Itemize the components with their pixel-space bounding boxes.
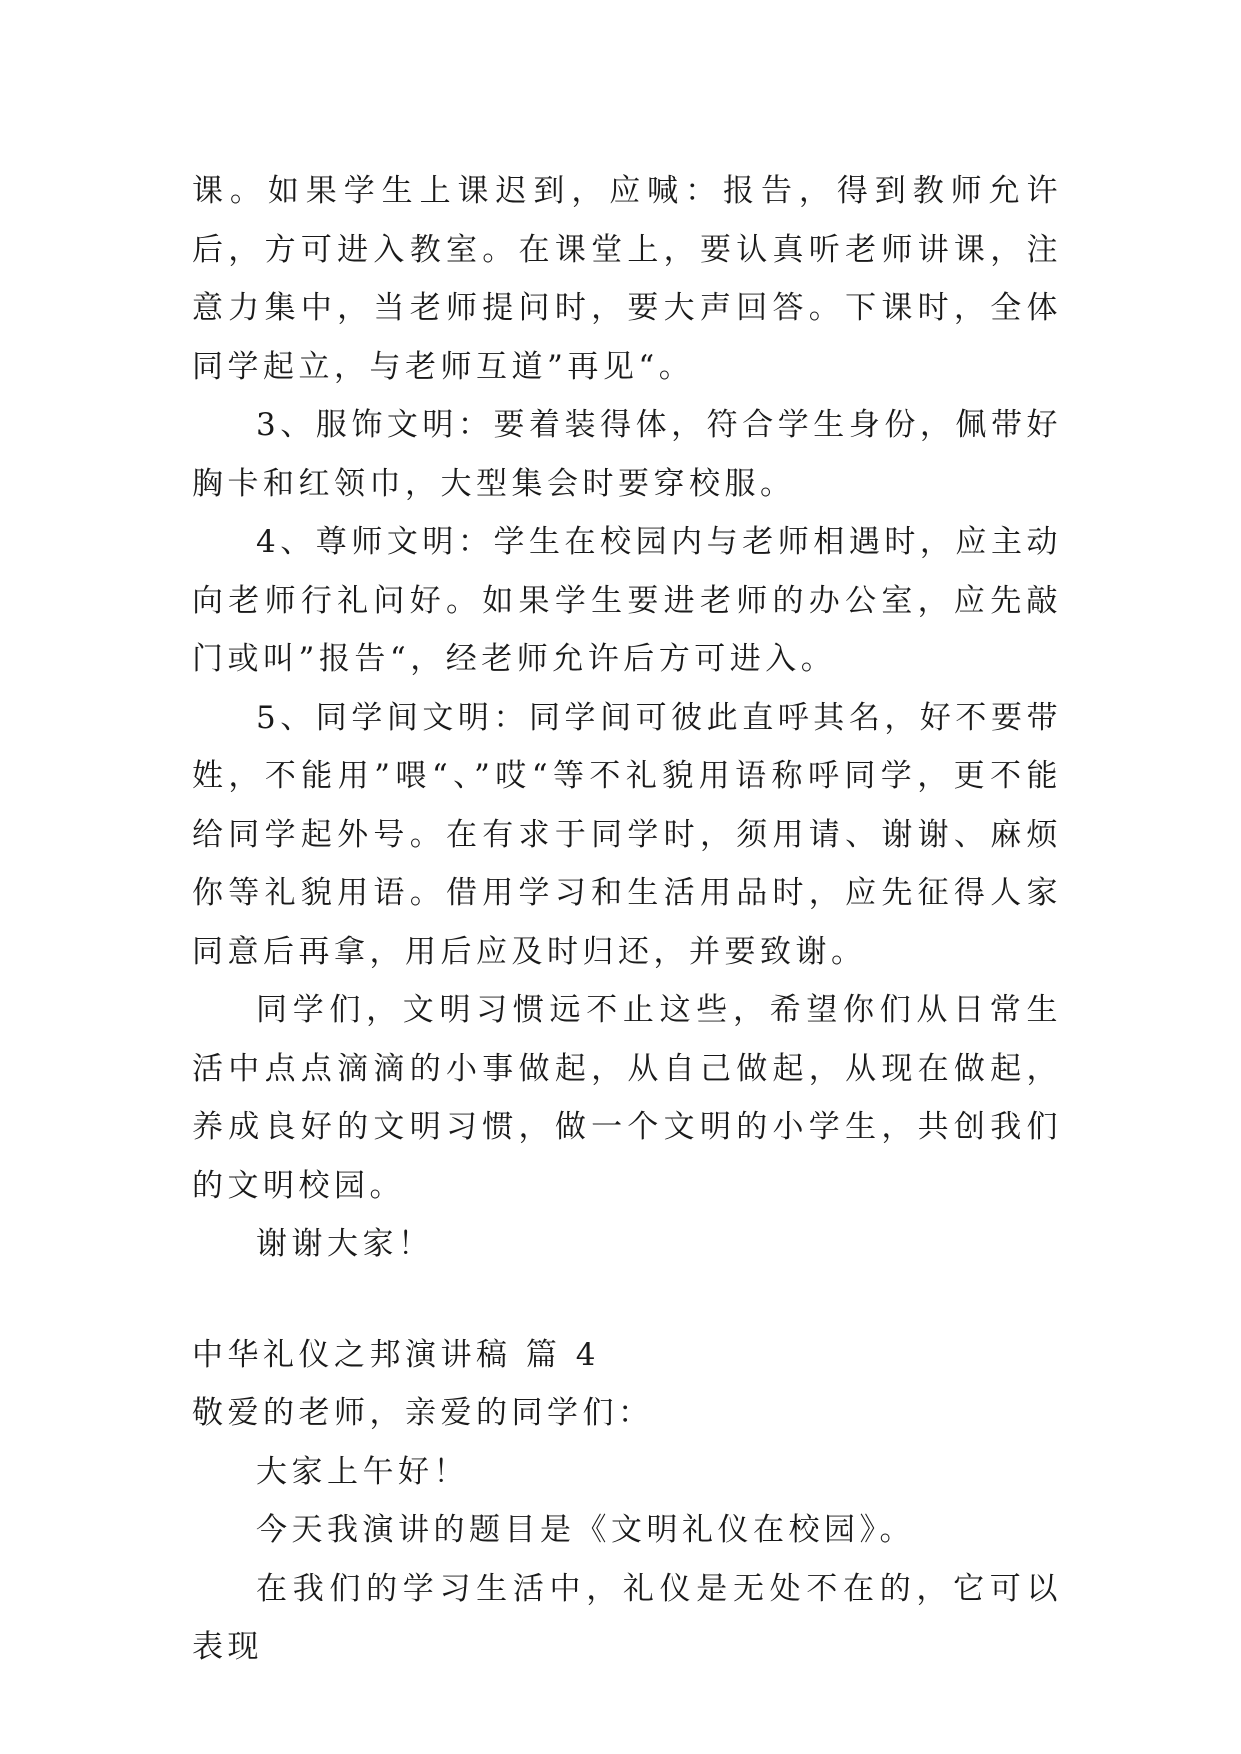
paragraph-teacher-respect: 4、尊师文明：学生在校园内与老师相遇时，应主动向老师行礼问好。如果学生要进老师的办公室，应先敲门或叫”报告“，经老师允许后方可进入。 (192, 524, 1062, 677)
paragraph-speech-intro: 在我们的学习生活中，礼仪是无处不在的，它可以表现 (192, 1570, 1062, 1665)
paragraph-dress-etiquette: 3、服饰文明：要着装得体，符合学生身份，佩带好胸卡和红领巾，大型集会时要穿校服。 (192, 407, 1062, 502)
section-spacer (192, 1274, 1062, 1326)
salutation: 敬爱的老师，亲爱的同学们： (192, 1395, 654, 1431)
document-body (192, 162, 1062, 1677)
paragraph-thanks: 谢谢大家！ (256, 1226, 434, 1262)
section-title: 中华礼仪之邦演讲稿 篇 4 (192, 1336, 600, 1373)
paragraph-greeting: 大家上午好！ (256, 1453, 469, 1490)
paragraph-speech-topic: 今天我演讲的题目是《文明礼仪在校园》。 (256, 1512, 915, 1548)
paragraph-closing-remarks: 同学们，文明习惯远不止这些，希望你们从日常生活中点点滴滴的小事做起，从自己做起，从现在做起，养成良好的文明习惯，做一个文明的小学生，共创我们的文明校园。 (192, 992, 1062, 1204)
paragraph-classroom-etiquette: 课。如果学生上课迟到，应喊：报告，得到教师允许后，方可进入教室。在课堂上，要认真听老师讲课，注意力集中，当老师提问时，要大声回答。下课时，全体同学起立，与老师互道”再见“。 (192, 173, 1062, 385)
paragraph-classmate-etiquette: 5、同学间文明：同学间可彼此直呼其名，好不要带姓，不能用”喂“、”哎“等不礼貌用语称呼同学，更不能给同学起外号。在有求于同学时，须用请、谢谢、麻烦你等礼貌用语。借用学习和生活用品时，应先征得人家同意后再拿，用后应及时归还，并要致谢。 (192, 699, 1062, 970)
